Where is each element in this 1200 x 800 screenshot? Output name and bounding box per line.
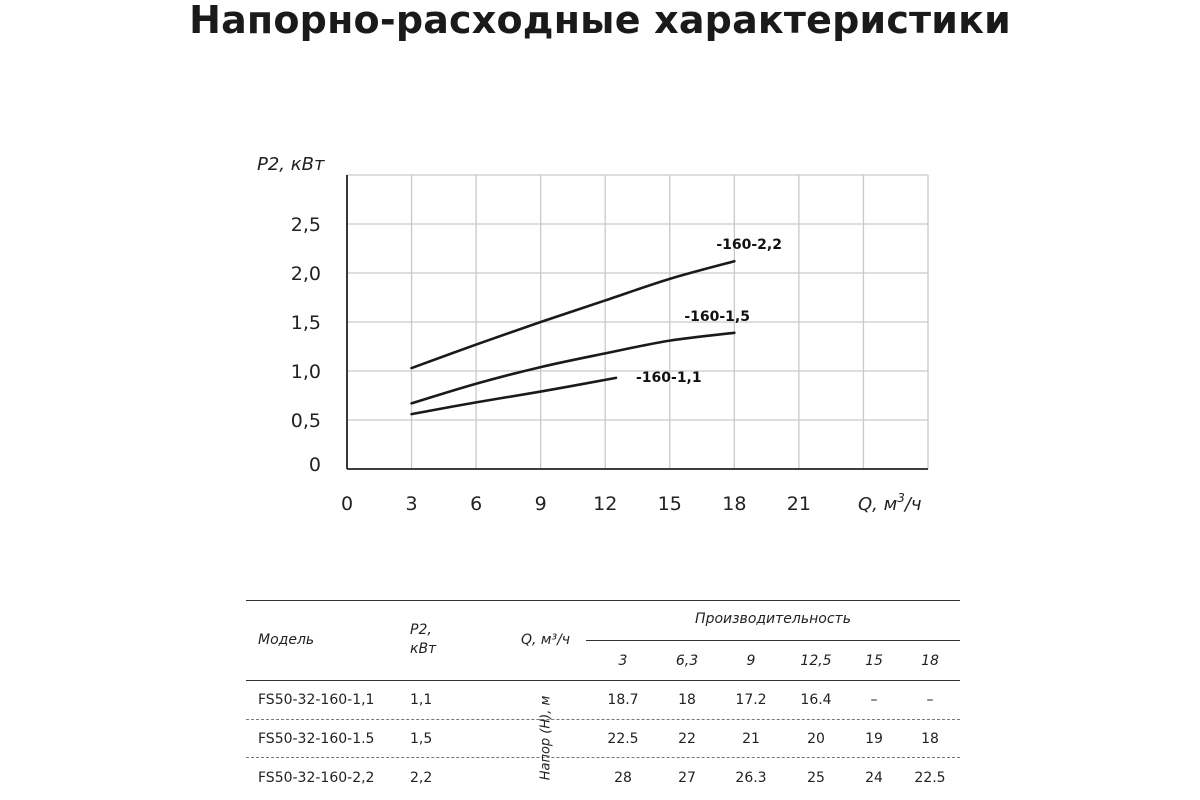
row-value: 22.5 bbox=[914, 770, 946, 786]
x-tick-label: 18 bbox=[722, 493, 747, 515]
row-value: 24 bbox=[865, 770, 883, 786]
row-value: 16.4 bbox=[800, 692, 832, 708]
row-value: 27 bbox=[678, 770, 696, 786]
row-value: 25 bbox=[807, 770, 825, 786]
grid bbox=[347, 175, 928, 469]
page-title: Напорно-расходные характеристики bbox=[189, 0, 1011, 42]
row-value: 28 bbox=[614, 770, 632, 786]
row-p2: 2,2 bbox=[410, 770, 433, 786]
flow-header: 3 bbox=[618, 653, 628, 669]
row-value: 19 bbox=[865, 731, 883, 747]
x-axis-label-superscript: 3 bbox=[897, 491, 905, 505]
row-value: 20 bbox=[807, 731, 825, 747]
row-model: FS50-32-160-2,2 bbox=[258, 770, 375, 786]
row-p2: 1,1 bbox=[410, 692, 433, 708]
series-line bbox=[412, 333, 735, 404]
x-tick-label: 15 bbox=[657, 493, 682, 515]
row-value: 22.5 bbox=[607, 731, 639, 747]
y-tick-label: 1,5 bbox=[290, 312, 321, 334]
row-value: – bbox=[926, 692, 934, 708]
header-p2-line1: P2, bbox=[410, 622, 432, 638]
x-tick-label: 3 bbox=[405, 493, 418, 515]
row-model: FS50-32-160-1.5 bbox=[258, 731, 375, 747]
row-p2: 1,5 bbox=[410, 731, 433, 747]
y-tick-label: 1,0 bbox=[290, 361, 321, 383]
row-value: – bbox=[870, 692, 878, 708]
header-model: Модель bbox=[258, 632, 315, 648]
row-value: 22 bbox=[678, 731, 696, 747]
row-value: 21 bbox=[742, 731, 760, 747]
y-tick-label: 0 bbox=[308, 454, 321, 476]
row-value: 18 bbox=[678, 692, 696, 708]
head-vertical-label: Напор (H), м bbox=[538, 695, 554, 781]
x-tick-label: 12 bbox=[593, 493, 618, 515]
flow-header: 18 bbox=[921, 653, 939, 669]
flow-header: 9 bbox=[746, 653, 756, 669]
series-label: -160-1,5 bbox=[684, 308, 750, 325]
series-label: -160-2,2 bbox=[716, 237, 782, 254]
y-tick-label: 0,5 bbox=[290, 410, 321, 432]
header-q: Q, м³/ч bbox=[521, 632, 571, 648]
x-tick-label: 9 bbox=[534, 493, 547, 515]
flow-header: 12,5 bbox=[800, 653, 832, 669]
row-value: 18 bbox=[921, 731, 939, 747]
y-axis-label: P2, кВт bbox=[257, 154, 325, 175]
labels bbox=[257, 154, 922, 515]
header-p2-line2: кВт bbox=[410, 641, 437, 657]
header-performance: Производительность bbox=[695, 611, 851, 627]
x-axis-label-tail: /ч bbox=[904, 494, 922, 515]
flow-header: 6,3 bbox=[675, 653, 699, 669]
y-tick-label: 2,0 bbox=[290, 263, 321, 285]
row-model: FS50-32-160-1,1 bbox=[258, 692, 375, 708]
series-line bbox=[412, 378, 616, 414]
series-label: -160-1,1 bbox=[635, 369, 702, 386]
y-tick-label: 2,5 bbox=[290, 214, 321, 236]
x-tick-label: 6 bbox=[470, 493, 483, 515]
x-tick-label: 21 bbox=[786, 493, 811, 515]
row-value: 26.3 bbox=[735, 770, 767, 786]
x-tick-label: 0 bbox=[340, 493, 354, 515]
row-value: 18.7 bbox=[607, 692, 639, 708]
x-axis-label: Q, $м^3/ч$ bbox=[858, 491, 922, 515]
series-lines bbox=[412, 261, 735, 414]
row-value: 17.2 bbox=[735, 692, 767, 708]
flow-header: 15 bbox=[865, 653, 883, 669]
